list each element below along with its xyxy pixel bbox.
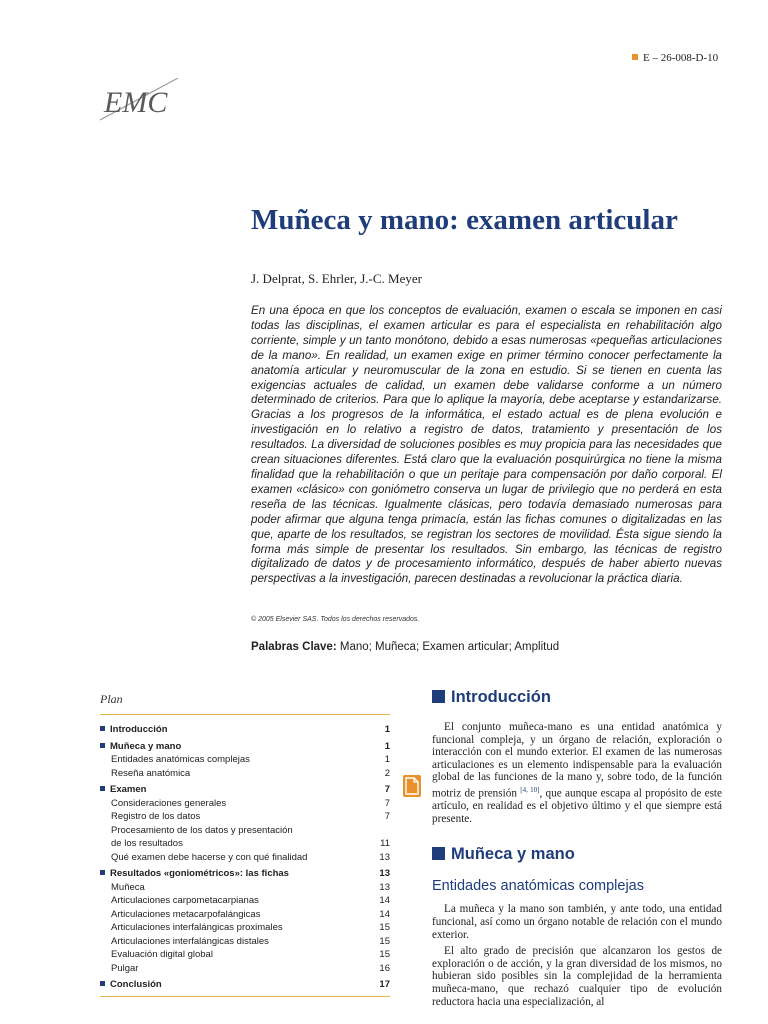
document-icon[interactable] [403, 775, 421, 797]
section-square-icon [432, 690, 445, 703]
plan-item-page: 15 [379, 922, 390, 933]
plan-item[interactable] [100, 894, 390, 908]
plan-item-page: 14 [379, 895, 390, 906]
intro-text-start: El conjunto muñeca-mano es una entidad anatómica y funcional compleja, y un órgano de relación, exploración o interacción con el mundo exterior. El examen de las numerosas articulaciones es un elemento indispensable para la evaluación global de las funciones de la mano y, sobre todo, de la función motriz de prensión [432, 721, 722, 800]
intro-text-end: , que aunque escapa al propósito de este artículo, en realidad es el objetivo último y el que siempre está presente. [432, 787, 723, 825]
article-abstract: En una época en que los conceptos de evaluación, examen o escala se imponen en casi todas las disciplinas, el examen articular es para el especialista en rehabilitación algo corriente, simple y un tanto monótono, debido a esas numerosas «pequeñas articulaciones de la mano». En realidad, un examen exige en primer término conocer perfectamente la anatomía articular y neuromuscular de la zona en estudio. Si se tienen en cuenta las exigencias actuales de calidad, un examen debe validarse conforme a un número determinado de criterios. Para que lo aplique la mayoría, debe aceptarse y estandarizarse. Gracias a los progresos de la informática, el estado actual es de plena evolución e investigación en lo relativo a registro de datos, tratamiento y presentación de los resultados. La diversidad de soluciones posibles es muy propicia para las necesidades que crean situaciones diferentes. Está claro que la evaluación posquirúrgica no tiene la misma finalidad que la rehabilitación o que un peritaje para compensación por daño corporal. El examen «clásico» con goniómetro conserva un lugar de privilegio que no perderá en esta reseña de las técnicas. Igualmente clásicas, pero todavía demasiado numerosas para poder afirmar que alguna tenga primacía, están las fichas comunes o digitalizadas en las que, aparte de los resultados, se registran los sectores de movilidad. Ésta sigue siendo la forma más simple de presentar los resultados. Sin embargo, las técnicas de registro digitalizado de datos y de procesamiento informático, después de haber abierto nuevas perspectivas a la investigación, parecen destinadas a revolucionar la práctica diaria. [251, 304, 722, 586]
plan-item-label: de los resultados [111, 838, 183, 849]
paragraph-3: El alto grado de precisión que alcanzaron los gestos de exploración o de acción, y la gran diversidad de los mismos, no hubieran sido posibles sin la complejidad de la herramienta muñeca-mano, que rechazó cualquier tipo de evolución reductora hacia una especialización, al [432, 945, 722, 1008]
table-of-contents [100, 692, 390, 999]
plan-item-page: 2 [384, 767, 390, 779]
plan-item[interactable] [100, 948, 390, 962]
reference-code [632, 52, 718, 64]
plan-item-label: Procesamiento de los datos y presentación [111, 824, 293, 836]
plan-item[interactable] [100, 908, 390, 922]
keywords-label: Palabras Clave: [251, 641, 337, 653]
plan-item-page: 16 [379, 962, 390, 974]
citation-link[interactable]: [4, 10] [520, 785, 540, 794]
plan-item-page: 1 [384, 724, 390, 735]
reference-code-text: E – 26-008-D-10 [643, 52, 719, 64]
plan-item-label: Introducción [100, 723, 168, 737]
paragraph-2: La muñeca y la mano son también, y ante todo, una entidad funcional, así como un órgano notable de relación con el mundo exterior. [432, 903, 722, 941]
subsection-heading: Entidades anatómicas complejas [432, 878, 644, 895]
plan-item-label: Articulaciones carpometacarpianas [111, 895, 259, 906]
emc-logo [96, 72, 186, 132]
plan-item-page: 11 [380, 838, 390, 849]
plan-item[interactable] [100, 837, 390, 851]
intro-heading-text: Introducción [451, 688, 551, 706]
plan-item[interactable] [100, 851, 390, 865]
intro-paragraph [432, 721, 722, 825]
plan-item-label: Evaluación digital global [111, 949, 213, 960]
article-authors: J. Delprat, S. Ehrler, J.-C. Meyer [251, 271, 422, 286]
plan-item[interactable] [100, 783, 390, 797]
plan-item[interactable] [100, 797, 390, 811]
plan-item-page: 15 [379, 935, 390, 947]
body-column [432, 688, 722, 1008]
plan-item[interactable] [100, 723, 390, 737]
plan-title: Plan [100, 692, 390, 715]
keywords-line [251, 641, 559, 653]
plan-item[interactable] [100, 867, 390, 881]
logo-text: EMC [104, 86, 168, 119]
plan-item-page: 1 [384, 754, 390, 765]
plan-item-page: 13 [379, 868, 390, 879]
plan-item[interactable] [100, 881, 390, 895]
article-title: Muñeca y mano: examen articular [251, 204, 678, 236]
plan-item-label: Registro de los datos [111, 811, 201, 822]
plan-item-label: Entidades anatómicas complejas [111, 754, 250, 765]
plan-item-page: 7 [384, 797, 390, 809]
plan-item-label: Consideraciones generales [111, 797, 227, 809]
plan-item-page: 17 [379, 979, 390, 990]
plan-item[interactable] [100, 921, 390, 935]
section2-heading-text: Muñeca y mano [451, 845, 575, 864]
plan-item[interactable] [100, 978, 390, 992]
plan-item[interactable] [100, 740, 390, 754]
section-square-icon [432, 847, 445, 860]
plan-item-label: Articulaciones metacarpofalángicas [111, 908, 261, 920]
plan-item-page: 7 [384, 784, 390, 795]
plan-item-label: Resultados «goniométricos»: las fichas [100, 867, 289, 881]
keywords-values: Mano; Muñeca; Examen articular; Amplitud [339, 641, 560, 653]
plan-item[interactable] [100, 767, 390, 781]
copyright-notice: © 2005 Elsevier SAS. Todos los derechos reservados. [251, 616, 420, 623]
plan-bottom-rule [100, 996, 390, 999]
plan-item-label: Articulaciones interfalángicas proximales [111, 922, 283, 933]
plan-item-page: 13 [379, 851, 390, 863]
plan-item-label: Muñeca y mano [100, 740, 181, 754]
plan-item[interactable] [100, 824, 390, 838]
plan-item-label: Examen [100, 783, 146, 797]
plan-item-page [360, 824, 390, 838]
section-heading-muneca-mano [432, 845, 722, 864]
plan-item[interactable] [100, 810, 390, 824]
plan-item[interactable] [100, 753, 390, 767]
plan-item-label: Pulgar [111, 962, 139, 974]
plan-item-page: 13 [379, 881, 390, 893]
orange-square-icon [632, 54, 638, 60]
plan-item-page: 15 [379, 949, 390, 960]
plan-list [100, 723, 390, 992]
plan-item-page: 14 [379, 908, 390, 920]
plan-item-label: Muñeca [111, 881, 145, 893]
section-heading-intro [432, 688, 722, 707]
plan-item-label: Qué examen debe hacerse y con qué finalidad [111, 851, 308, 863]
plan-item[interactable] [100, 962, 390, 976]
plan-item[interactable] [100, 935, 390, 949]
plan-item-page: 7 [384, 811, 390, 822]
plan-item-label: Conclusión [100, 978, 162, 992]
plan-item-label: Reseña anatómica [111, 767, 191, 779]
plan-item-label: Articulaciones interfalángicas distales [111, 935, 269, 947]
plan-item-page: 1 [384, 740, 390, 752]
